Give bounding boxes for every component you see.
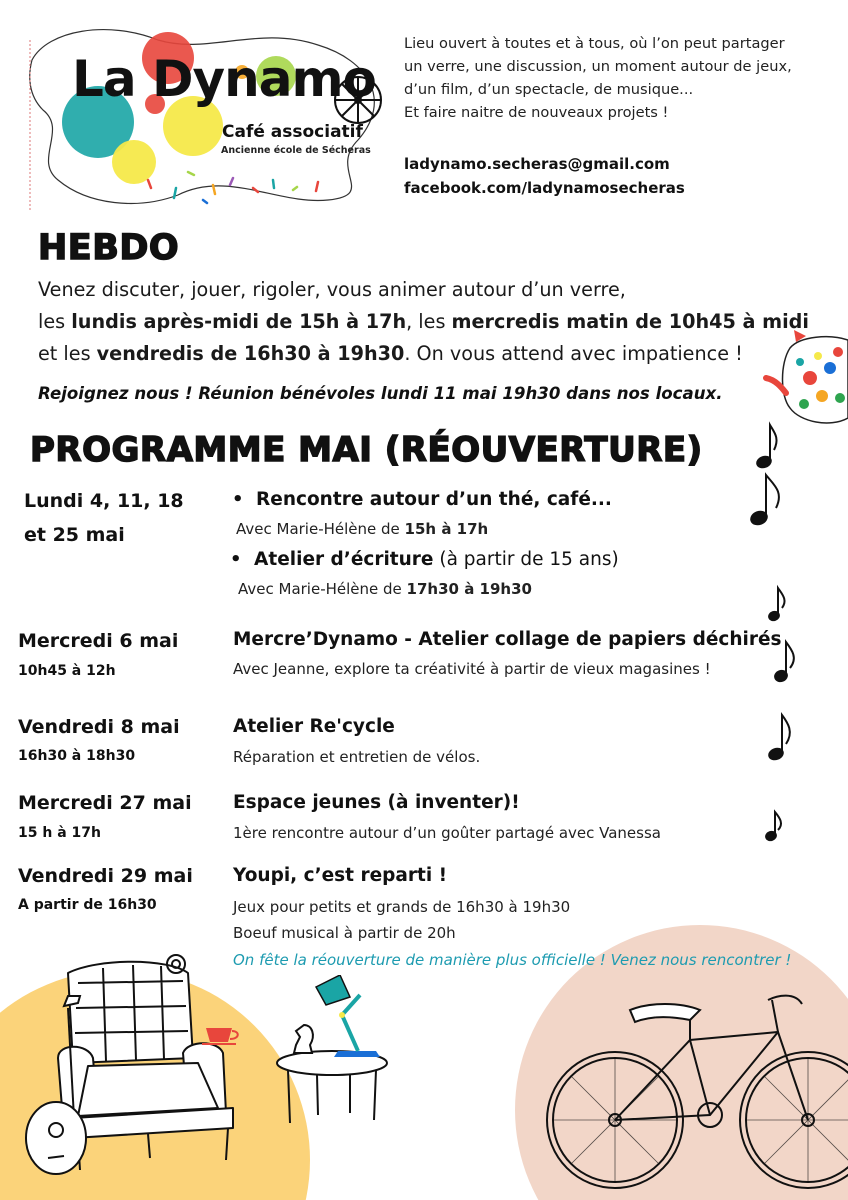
hebdo-heading: HEBDO [38, 228, 180, 268]
intro-text [404, 32, 834, 124]
event-desc: Réparation et entretien de vélos. [233, 748, 481, 766]
logo [28, 20, 398, 210]
monday-day-2: et 25 mai [24, 524, 125, 546]
hebdo-text [38, 274, 809, 370]
bullet-icon: • [232, 489, 257, 510]
event-desc: Jeux pour petits et grands de 16h30 à 19h30 [233, 898, 571, 916]
hebdo-line: Venez discuter, jouer, rigoler, vous animer autour d’un verre, [38, 278, 626, 301]
monday-event-2-title: • Atelier d’écriture (à partir de 15 ans) [230, 549, 619, 570]
intro-line: un verre, une discussion, un moment autour de jeux, [404, 58, 792, 75]
event-highlight: On fête la réouverture de manière plus officielle ! Venez nous rencontrer ! [233, 951, 792, 969]
event-title: Atelier Re'cycle [233, 716, 395, 737]
monday-event-2-desc: Avec Marie-Hélène de 17h30 à 19h30 [238, 580, 532, 598]
monday-event-1-title: • Rencontre autour d’un thé, café... [232, 489, 612, 510]
logo-graphic [28, 20, 398, 210]
volunteer-meeting: Rejoignez nous ! Réunion bénévoles lundi 11 mai 19h30 dans nos locaux. [38, 384, 723, 403]
event-desc: Avec Jeanne, explore ta créativité à partir de vieux magasines ! [233, 660, 711, 678]
teapot-icon [760, 318, 848, 428]
logo-location: Ancienne école de Sécheras [221, 145, 371, 156]
intro-line: Lieu ouvert à toutes et à tous, où l’on peut partager [404, 35, 785, 52]
event-day: Mercredi 27 mai [18, 792, 192, 814]
event-day: Mercredi 6 mai [18, 630, 179, 652]
event-time: 10h45 à 12h [18, 663, 116, 679]
monday-day: Lundi 4, 11, 18 [24, 490, 184, 512]
facebook-link[interactable]: facebook.com/ladynamosecheras [404, 179, 685, 197]
event-time: 15 h à 17h [18, 825, 101, 841]
bullet-icon: • [230, 549, 255, 570]
intro-line: Et faire naitre de nouveaux projets ! [404, 104, 669, 121]
logo-name: La Dynamo [72, 50, 376, 108]
hebdo-line: les lundis après-midi de 15h à 17h, les mercredis matin de 10h45 à midi [38, 310, 809, 333]
email-link[interactable]: ladynamo.secheras@gmail.com [404, 155, 670, 173]
event-title: Espace jeunes (à inventer)! [233, 792, 520, 813]
event-desc-2: Boeuf musical à partir de 20h [233, 924, 456, 942]
table-lamp-illustration [272, 975, 402, 1135]
armchair-illustration [18, 948, 268, 1178]
bicycle-illustration [540, 980, 848, 1200]
event-day: Vendredi 8 mai [18, 716, 180, 738]
event-time: A partir de 16h30 [18, 897, 157, 913]
event-desc: 1ère rencontre autour d’un goûter partagé avec Vanessa [233, 824, 661, 842]
event-time: 16h30 à 18h30 [18, 748, 136, 764]
intro-line: d’un film, d’un spectacle, de musique... [404, 81, 694, 98]
event-day: Vendredi 29 mai [18, 865, 193, 887]
event-title: Mercre’Dynamo - Atelier collage de papiers déchirés [233, 629, 782, 650]
programme-heading: PROGRAMME MAI (RÉOUVERTURE) [30, 430, 703, 470]
monday-event-1-desc: Avec Marie-Hélène de 15h à 17h [236, 520, 489, 538]
hebdo-line: et les vendredis de 16h30 à 19h30. On vous attend avec impatience ! [38, 342, 743, 365]
logo-subtitle: Café associatif [222, 122, 363, 142]
contact-block [404, 152, 685, 200]
event-title: Youpi, c’est reparti ! [233, 865, 448, 886]
